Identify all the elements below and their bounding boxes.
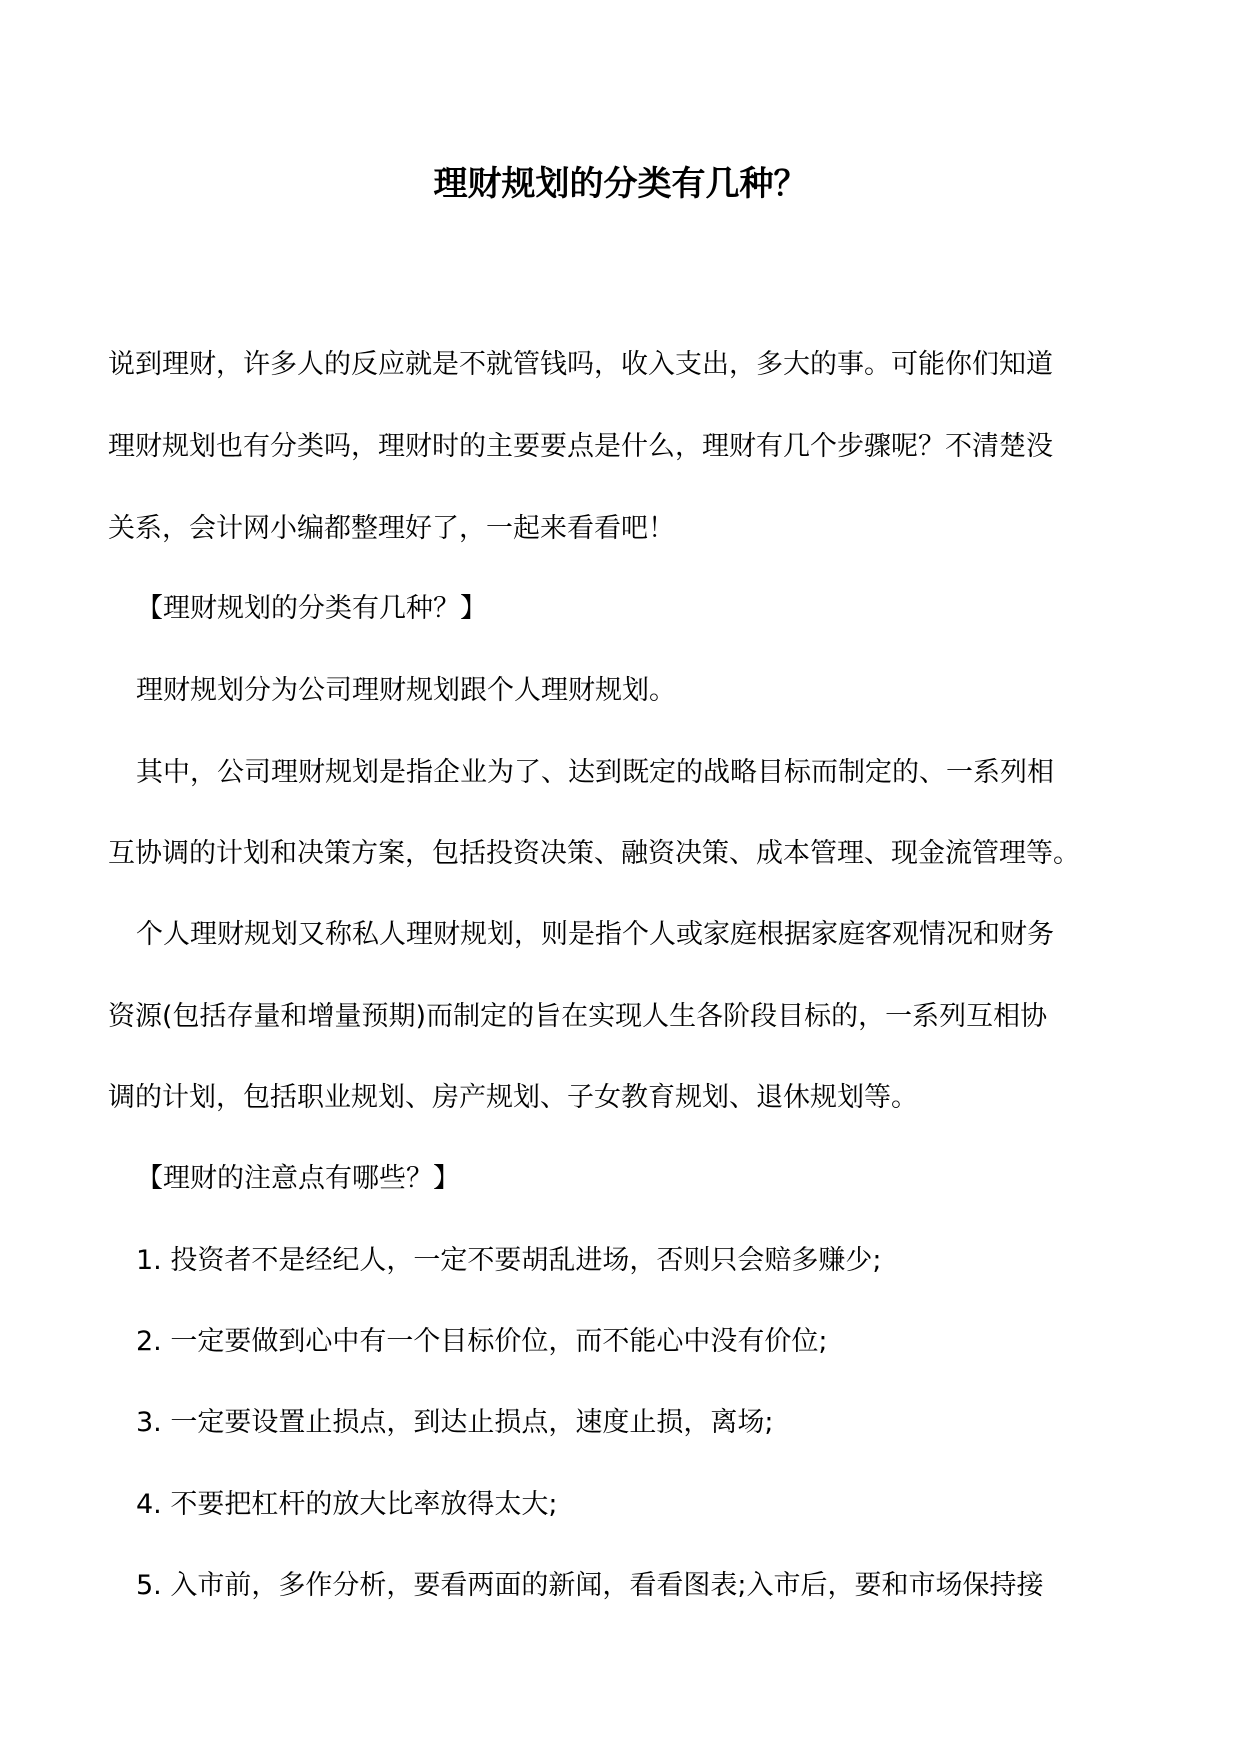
section-heading: 【理财规划的分类有几种？】	[136, 593, 487, 624]
paragraph-line: 其中，公司理财规划是指企业为了、达到既定的战略目标而制定的、一系列相	[136, 757, 1054, 788]
list-item: 2. 一定要做到心中有一个目标价位，而不能心中没有价位;	[136, 1326, 828, 1357]
paragraph-line: 个人理财规划又称私人理财规划，则是指个人或家庭根据家庭客观情况和财务	[136, 919, 1054, 950]
list-item: 5. 入市前，多作分析，要看两面的新闻，看看图表;入市后，要和市场保持接	[136, 1570, 1044, 1601]
list-item: 3. 一定要设置止损点，到达止损点，速度止损，离场;	[136, 1407, 774, 1438]
intro-line: 理财规划也有分类吗，理财时的主要要点是什么，理财有几个步骤呢？不清楚没	[108, 431, 1053, 462]
paragraph-line: 互协调的计划和决策方案，包括投资决策、融资决策、成本管理、现金流管理等。	[108, 838, 1080, 869]
paragraph-line: 调的计划，包括职业规划、房产规划、子女教育规划、退休规划等。	[108, 1082, 918, 1113]
paragraph-line: 资源(包括存量和增量预期)而制定的旨在实现人生各阶段目标的，一系列互相协	[108, 1001, 1048, 1032]
document-title: 理财规划的分类有几种？	[433, 164, 808, 204]
intro-line: 说到理财，许多人的反应就是不就管钱吗，收入支出，多大的事。可能你们知道	[108, 349, 1053, 380]
paragraph-line: 理财规划分为公司理财规划跟个人理财规划。	[136, 675, 676, 706]
intro-line: 关系，会计网小编都整理好了，一起来看看吧！	[108, 513, 675, 544]
list-item: 1. 投资者不是经纪人，一定不要胡乱进场，否则只会赔多赚少;	[136, 1245, 882, 1276]
section-heading: 【理财的注意点有哪些？】	[136, 1163, 460, 1194]
list-item: 4. 不要把杠杆的放大比率放得太大;	[136, 1489, 558, 1520]
